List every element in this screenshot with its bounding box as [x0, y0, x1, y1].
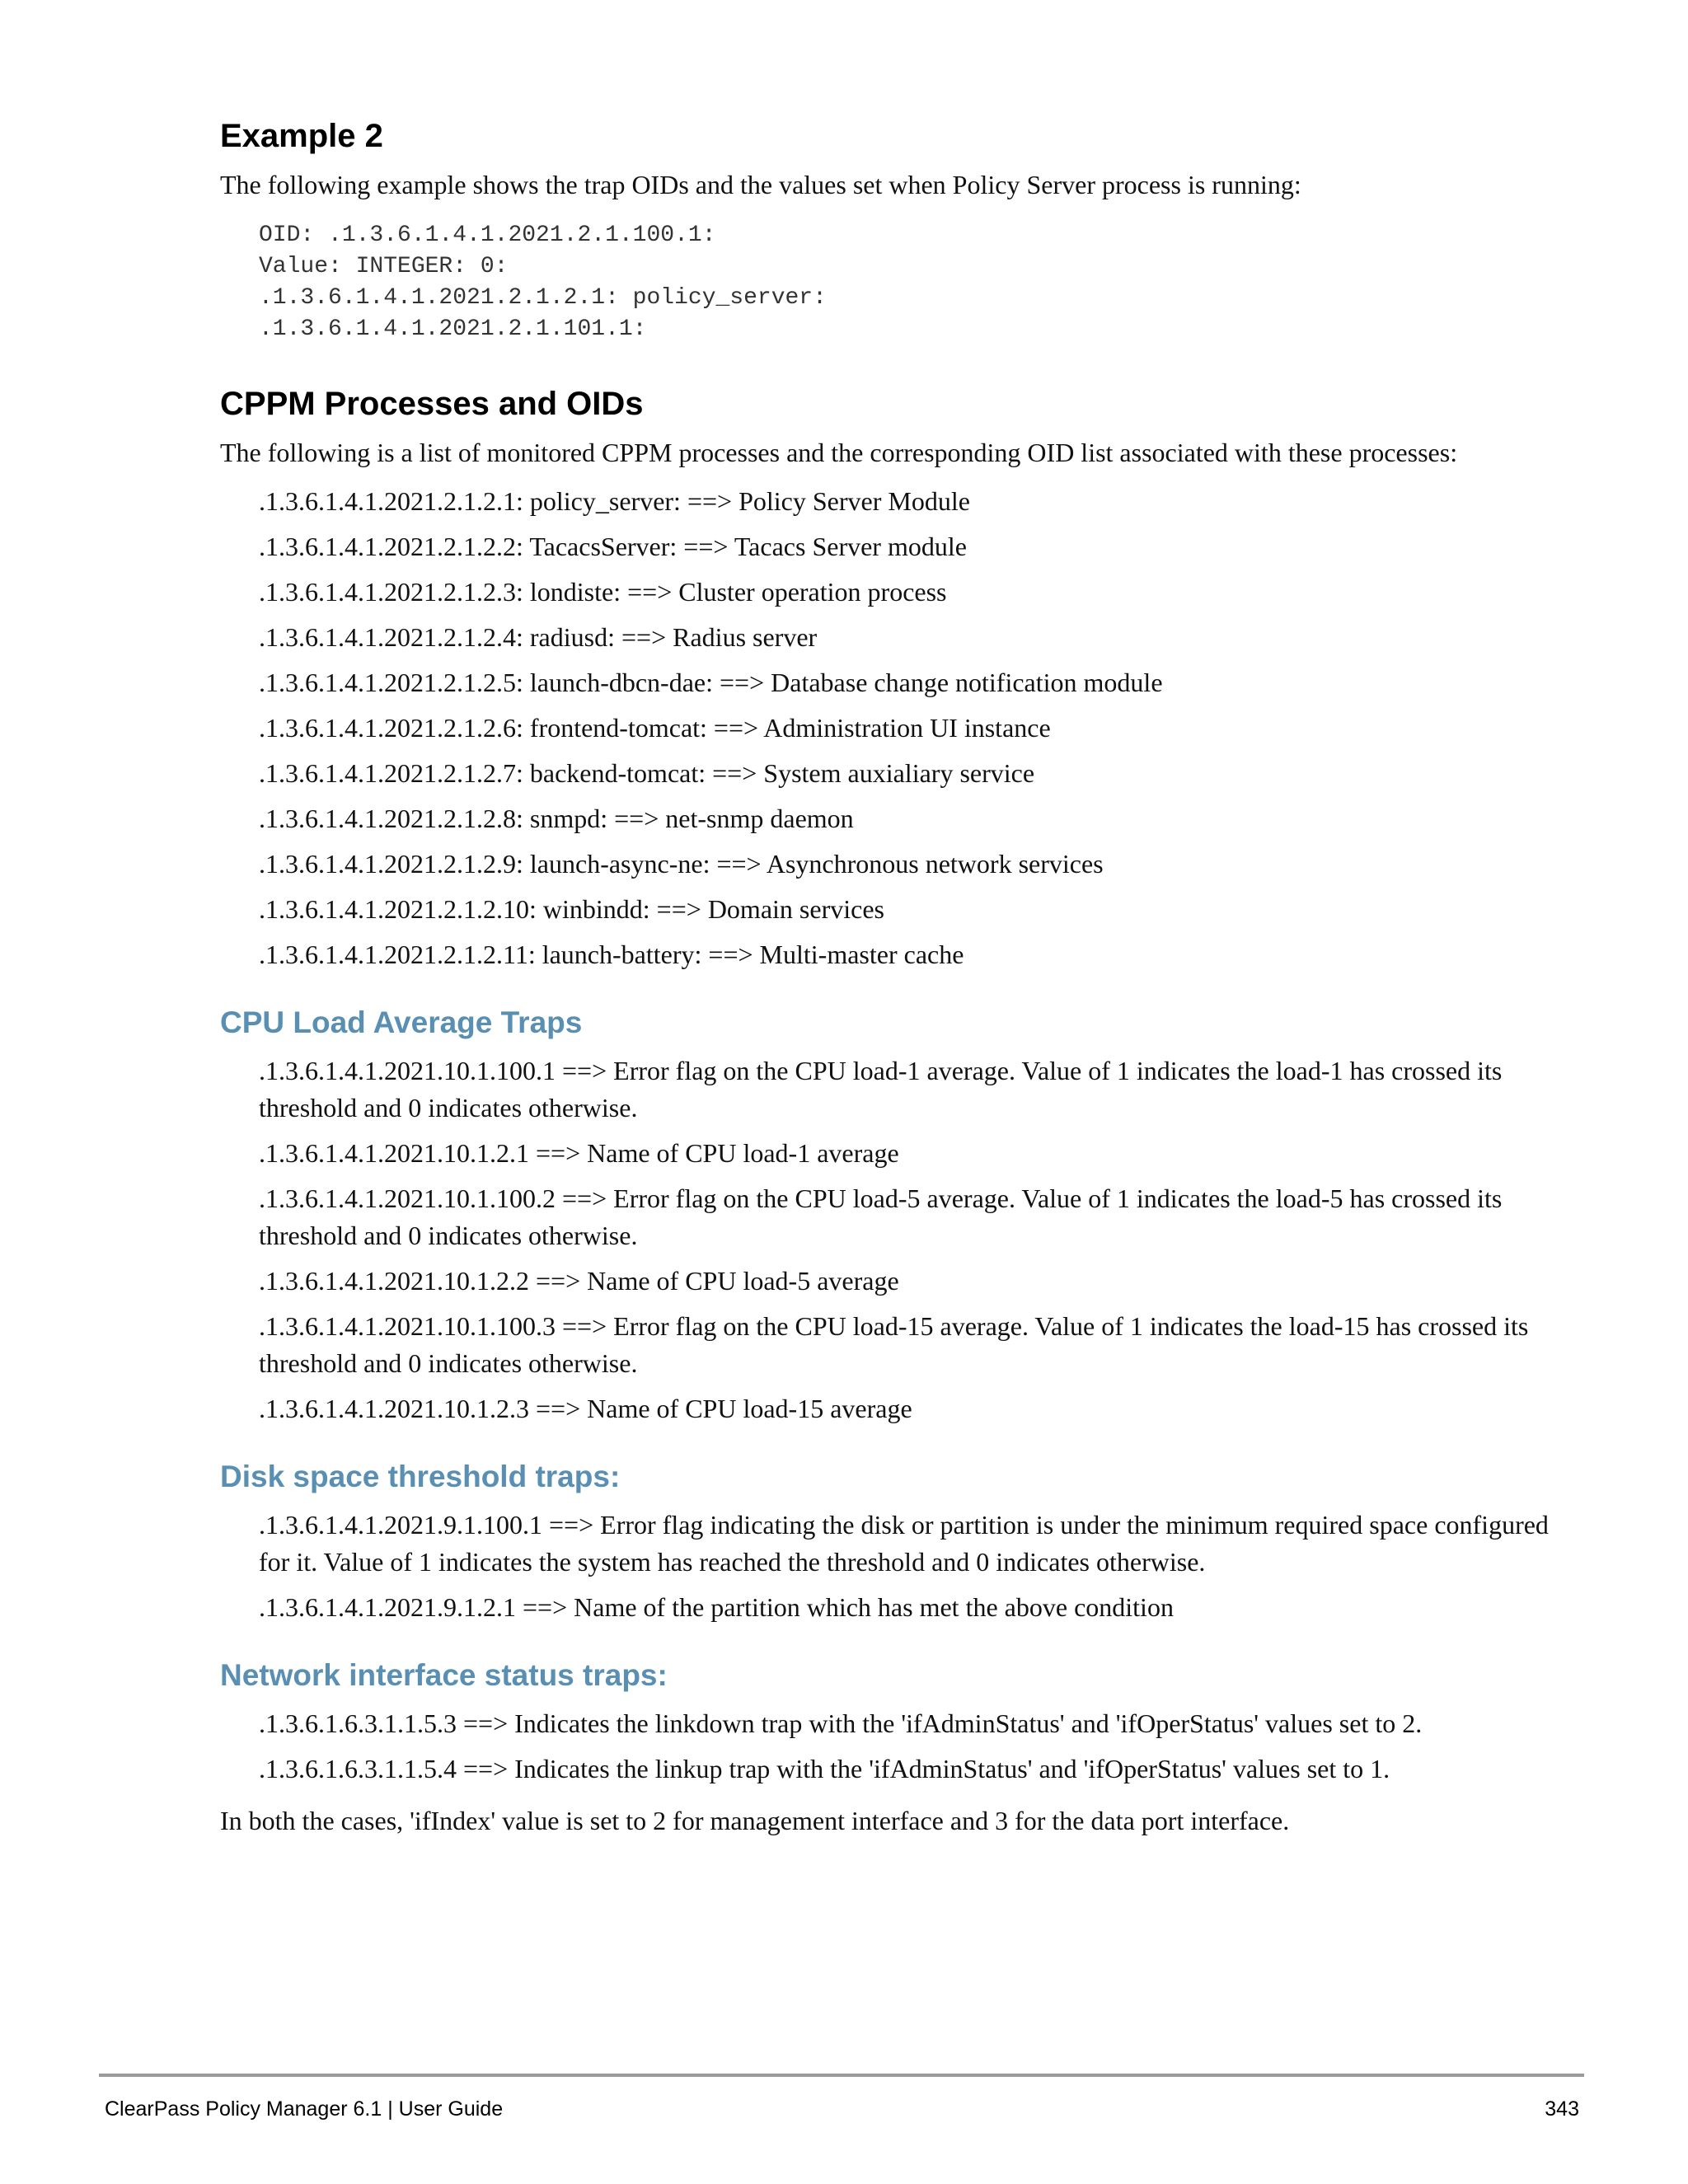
- disk-traps-list: [220, 1507, 1580, 1626]
- list-item: .1.3.6.1.4.1.2021.2.1.2.9: launch-async-ne: ==> Asynchronous network services: [259, 849, 1104, 879]
- code-line: .1.3.6.1.4.1.2021.2.1.101.1:: [259, 316, 647, 342]
- code-line: OID: .1.3.6.1.4.1.2021.2.1.100.1:: [259, 223, 716, 248]
- footer-guide-title: ClearPass Policy Manager 6.1 | User Guide: [105, 2097, 504, 2121]
- list-item: .1.3.6.1.4.1.2021.2.1.2.7: backend-tomcat: ==> System auxialiary service: [259, 758, 1035, 788]
- list-item: .1.3.6.1.4.1.2021.2.1.2.2: TacacsServer: ==> Tacacs Server module: [259, 532, 967, 561]
- list-item: .1.3.6.1.4.1.2021.10.1.100.3 ==> Error flag on the CPU load-15 average. Value of 1 indicates the load-15 has crossed its threshold and 0 indicates otherwise.: [259, 1311, 1529, 1378]
- list-item: .1.3.6.1.4.1.2021.2.1.2.1: policy_server: ==> Policy Server Module: [259, 486, 970, 516]
- list-item: .1.3.6.1.4.1.2021.9.1.100.1 ==> Error flag indicating the disk or partition is under the minimum required space configured for it. Value of 1 indicates the system has reached the threshold and 0 indicates otherwise.: [259, 1510, 1549, 1577]
- list-item: .1.3.6.1.6.3.1.1.5.3 ==> Indicates the linkdown trap with the 'ifAdminStatus' and 'ifOperStatus' values set to 2.: [259, 1708, 1423, 1738]
- list-item: .1.3.6.1.4.1.2021.10.1.2.3 ==> Name of CPU load-15 average: [259, 1394, 912, 1423]
- network-closing-text: In both the cases, 'ifIndex' value is set to 2 for management interface and 3 for the data port interface.: [220, 1806, 1290, 1835]
- footer-rule: [99, 2074, 1584, 2077]
- disk-traps-heading: Disk space threshold traps:: [220, 1460, 621, 1493]
- list-item: .1.3.6.1.4.1.2021.2.1.2.6: frontend-tomcat: ==> Administration UI instance: [259, 713, 1051, 743]
- list-item: .1.3.6.1.6.3.1.1.5.4 ==> Indicates the linkup trap with the 'ifAdminStatus' and 'ifOperStatus' values set to 1.: [259, 1754, 1390, 1783]
- list-item: .1.3.6.1.4.1.2021.10.1.2.2 ==> Name of CPU load-5 average: [259, 1266, 899, 1296]
- example2-heading: Example 2: [220, 118, 383, 154]
- cppm-intro: The following is a list of monitored CPPM processes and the corresponding OID list associated with these processes:: [220, 438, 1458, 467]
- example2-code-block: [220, 220, 1580, 345]
- list-item: .1.3.6.1.4.1.2021.2.1.2.11: launch-battery: ==> Multi-master cache: [259, 940, 964, 969]
- example2-intro: The following example shows the trap OIDs and the values set when Policy Server process is running:: [220, 170, 1301, 199]
- list-item: .1.3.6.1.4.1.2021.10.1.100.2 ==> Error flag on the CPU load-5 average. Value of 1 indicates the load-5 has crossed its threshold and 0 indicates otherwise.: [259, 1183, 1503, 1250]
- page-content: [220, 115, 1580, 1840]
- cpu-traps-list: [220, 1052, 1580, 1427]
- list-item: .1.3.6.1.4.1.2021.2.1.2.4: radiusd: ==> Radius server: [259, 622, 818, 652]
- footer-page-number: 343: [1545, 2097, 1579, 2121]
- list-item: .1.3.6.1.4.1.2021.10.1.100.1 ==> Error flag on the CPU load-1 average. Value of 1 indicates the load-1 has crossed its threshold and 0 indicates otherwise.: [259, 1056, 1503, 1122]
- list-item: .1.3.6.1.4.1.2021.2.1.2.3: londiste: ==> Cluster operation process: [259, 577, 947, 607]
- code-line: Value: INTEGER: 0:: [259, 254, 509, 279]
- cpu-traps-heading: CPU Load Average Traps: [220, 1005, 583, 1039]
- list-item: .1.3.6.1.4.1.2021.9.1.2.1 ==> Name of the partition which has met the above condition: [259, 1592, 1174, 1622]
- network-traps-heading: Network interface status traps:: [220, 1658, 668, 1692]
- list-item: .1.3.6.1.4.1.2021.10.1.2.1 ==> Name of CPU load-1 average: [259, 1138, 899, 1168]
- network-traps-list: [220, 1705, 1580, 1788]
- cppm-heading: CPPM Processes and OIDs: [220, 386, 644, 422]
- list-item: .1.3.6.1.4.1.2021.2.1.2.8: snmpd: ==> net-snmp daemon: [259, 804, 854, 833]
- cppm-process-list: [220, 483, 1580, 973]
- code-line: .1.3.6.1.4.1.2021.2.1.2.1: policy_server:: [259, 285, 827, 311]
- list-item: .1.3.6.1.4.1.2021.2.1.2.10: winbindd: ==> Domain services: [259, 894, 884, 924]
- list-item: .1.3.6.1.4.1.2021.2.1.2.5: launch-dbcn-dae: ==> Database change notification module: [259, 668, 1163, 697]
